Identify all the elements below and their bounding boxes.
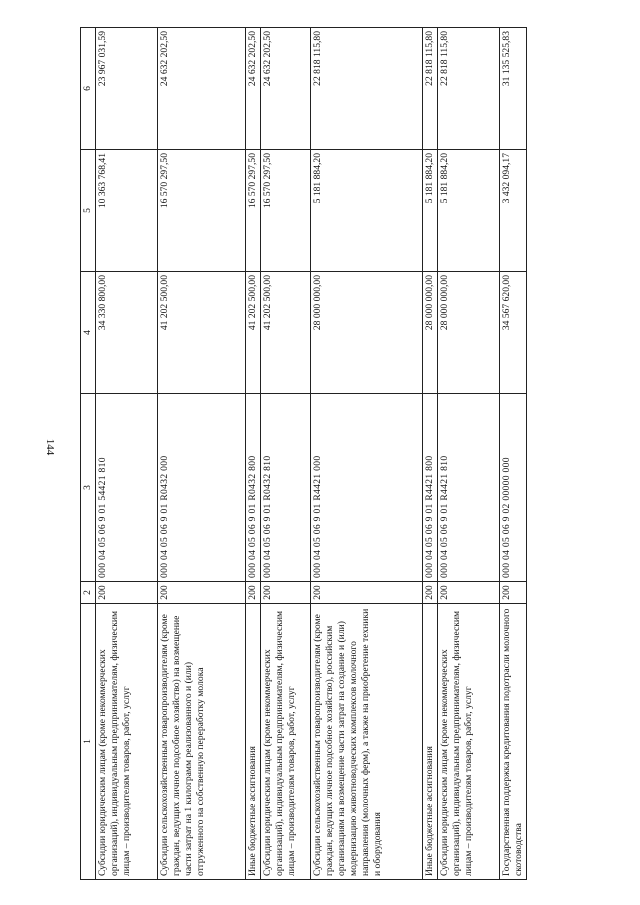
row-col5: 5 181 884,20 [311,150,423,272]
row-admin: 200 [500,582,527,604]
row-col5: 16 570 297,50 [246,150,261,272]
row-col4: 28 000 000,00 [438,272,500,394]
row-col6: 22 818 115,80 [438,28,500,150]
table-row [311,28,423,880]
row-admin: 200 [438,582,500,604]
row-col6: 24 632 202,50 [261,28,311,150]
row-code: 000 04 05 06 9 01 R4421 800 [423,394,438,582]
row-admin: 200 [96,582,158,604]
row-admin: 200 [246,582,261,604]
row-col4: 41 202 500,00 [158,272,246,394]
table-row [438,28,500,880]
row-col6: 22 818 115,80 [311,28,423,150]
table-row [158,28,246,880]
row-admin: 200 [311,582,423,604]
row-name: Субсидии юридическим лицам (кроме некоммерческих организаций), индивидуальным предпринимателям, физическим лицам – производителям товаров, работ, услуг [438,604,500,880]
row-col6: 22 818 115,80 [423,28,438,150]
row-name: Субсидии юридическим лицам (кроме некоммерческих организаций), индивидуальным предпринимателям, физическим лицам – производителям товаров, работ, услуг [96,604,158,880]
header-cell: 6 [81,28,96,150]
table-row [423,28,438,880]
row-col4: 28 000 000,00 [423,272,438,394]
row-admin: 200 [423,582,438,604]
row-admin: 200 [158,582,246,604]
row-col4: 41 202 500,00 [261,272,311,394]
table-row [261,28,311,880]
row-col6: 31 135 525,83 [500,28,527,150]
row-col5: 16 570 297,50 [261,150,311,272]
row-name: Иные бюджетные ассигнования [246,604,261,880]
row-code: 000 04 05 06 9 01 R4421 000 [311,394,423,582]
row-col4: 28 000 000,00 [311,272,423,394]
row-col6: 24 632 202,50 [246,28,261,150]
table-row [246,28,261,880]
header-cell: 1 [81,604,96,880]
row-col5: 5 181 884,20 [438,150,500,272]
row-col4: 34 330 800,00 [96,272,158,394]
budget-table [80,27,527,880]
header-cell: 2 [81,582,96,604]
row-col6: 24 632 202,50 [158,28,246,150]
row-name: Субсидии юридическим лицам (кроме некоммерческих организаций), индивидуальным предпринимателям, физическим лицам – производителям товаров, работ, услуг [261,604,311,880]
header-row [81,28,96,880]
page-number: 144 [44,438,56,456]
row-col6: 23 967 031,59 [96,28,158,150]
row-name: Государственная поддержка кредитования подотрасли молочного скотоводства [500,604,527,880]
row-code: 000 04 05 06 9 01 R0432 000 [158,394,246,582]
header-cell: 3 [81,394,96,582]
row-col5: 3 432 094,17 [500,150,527,272]
row-code: 000 04 05 06 9 01 R0432 810 [261,394,311,582]
row-name: Иные бюджетные ассигнования [423,604,438,880]
budget-table-rotated [80,28,523,880]
table-row [96,28,158,880]
row-name: Субсидии сельскохозяйственным товаропроизводителям (кроме граждан, ведущих личное подсобное хозяйство) на возмещение части затрат на 1 килограмм реализованного и (или) отгруженного на собственную переработку молока [158,604,246,880]
row-code: 000 04 05 06 9 01 54421 810 [96,394,158,582]
header-cell: 4 [81,272,96,394]
table-row [500,28,527,880]
row-name: Субсидии сельскохозяйственным товаропроизводителям (кроме граждан, ведущих личное подсобное хозяйство), российским организациям на возмещение части затрат на создание и (или) модернизацию животноводческих комплексов молочного направления (молочных ферм), а также на приобретение техники и оборудования [311,604,423,880]
row-admin: 200 [261,582,311,604]
row-code: 000 04 05 06 9 01 R4421 810 [438,394,500,582]
row-col4: 34 567 620,00 [500,272,527,394]
row-col5: 10 363 768,41 [96,150,158,272]
row-code: 000 04 05 06 9 01 R0432 800 [246,394,261,582]
row-col5: 5 181 884,20 [423,150,438,272]
row-col5: 16 570 297,50 [158,150,246,272]
row-col4: 41 202 500,00 [246,272,261,394]
header-cell: 5 [81,150,96,272]
row-code: 000 04 05 06 9 02 00000 000 [500,394,527,582]
